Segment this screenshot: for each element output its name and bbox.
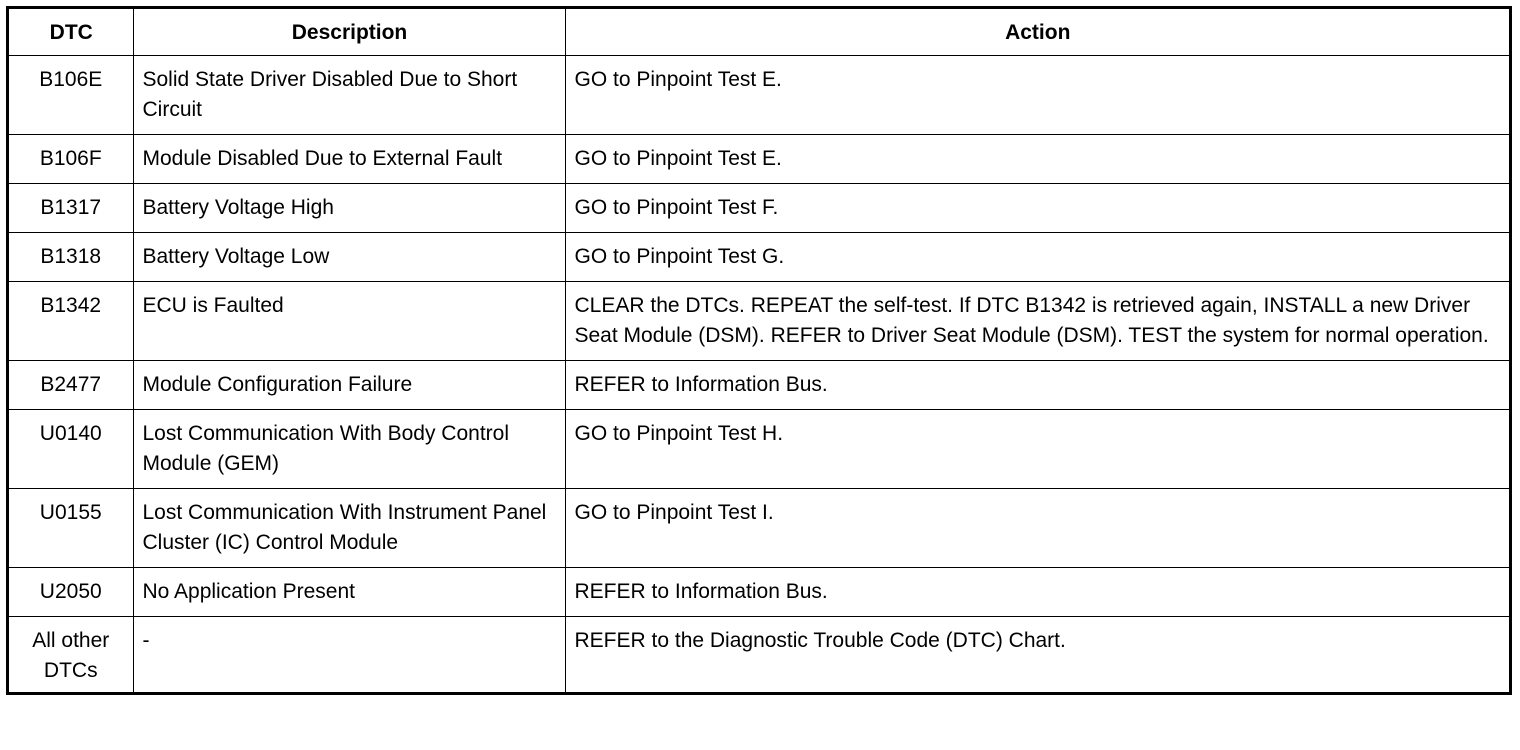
dtc-table <box>9 9 1509 692</box>
header-row <box>9 9 1509 56</box>
dtc-cell: U2050 <box>9 568 133 617</box>
description-cell: Battery Voltage Low <box>133 233 565 282</box>
description-cell: Solid State Driver Disabled Due to Short Circuit <box>133 56 565 135</box>
action-cell: GO to Pinpoint Test G. <box>565 233 1509 282</box>
description-cell: Lost Communication With Instrument Panel Cluster (IC) Control Module <box>133 489 565 568</box>
action-cell: GO to Pinpoint Test F. <box>565 184 1509 233</box>
description-cell: - <box>133 617 565 693</box>
dtc-cell: B106E <box>9 56 133 135</box>
action-cell: REFER to Information Bus. <box>565 361 1509 410</box>
dtc-cell: B1342 <box>9 282 133 361</box>
table-row <box>9 361 1509 410</box>
table-row <box>9 282 1509 361</box>
description-cell: Lost Communication With Body Control Module (GEM) <box>133 410 565 489</box>
dtc-cell: U0155 <box>9 489 133 568</box>
action-cell: CLEAR the DTCs. REPEAT the self-test. If DTC B1342 is retrieved again, INSTALL a new Driver Seat Module (DSM). REFER to Driver Seat Module (DSM). TEST the system for normal operation. <box>565 282 1509 361</box>
dtc-cell: B1317 <box>9 184 133 233</box>
header-dtc: DTC <box>9 9 133 56</box>
action-cell: GO to Pinpoint Test H. <box>565 410 1509 489</box>
table-row <box>9 489 1509 568</box>
table-row <box>9 135 1509 184</box>
table-row <box>9 568 1509 617</box>
description-cell: Module Disabled Due to External Fault <box>133 135 565 184</box>
description-cell: ECU is Faulted <box>133 282 565 361</box>
table-row <box>9 617 1509 693</box>
action-cell: GO to Pinpoint Test E. <box>565 135 1509 184</box>
table-row <box>9 184 1509 233</box>
dtc-table-frame <box>6 6 1512 695</box>
table-row <box>9 233 1509 282</box>
dtc-cell: B2477 <box>9 361 133 410</box>
description-cell: Module Configuration Failure <box>133 361 565 410</box>
dtc-cell: B1318 <box>9 233 133 282</box>
header-action: Action <box>565 9 1509 56</box>
dtc-cell: All other DTCs <box>9 617 133 693</box>
action-cell: REFER to the Diagnostic Trouble Code (DTC) Chart. <box>565 617 1509 693</box>
dtc-cell: B106F <box>9 135 133 184</box>
description-cell: Battery Voltage High <box>133 184 565 233</box>
description-cell: No Application Present <box>133 568 565 617</box>
dtc-cell: U0140 <box>9 410 133 489</box>
table-row <box>9 56 1509 135</box>
action-cell: REFER to Information Bus. <box>565 568 1509 617</box>
table-row <box>9 410 1509 489</box>
header-description: Description <box>133 9 565 56</box>
action-cell: GO to Pinpoint Test I. <box>565 489 1509 568</box>
action-cell: GO to Pinpoint Test E. <box>565 56 1509 135</box>
